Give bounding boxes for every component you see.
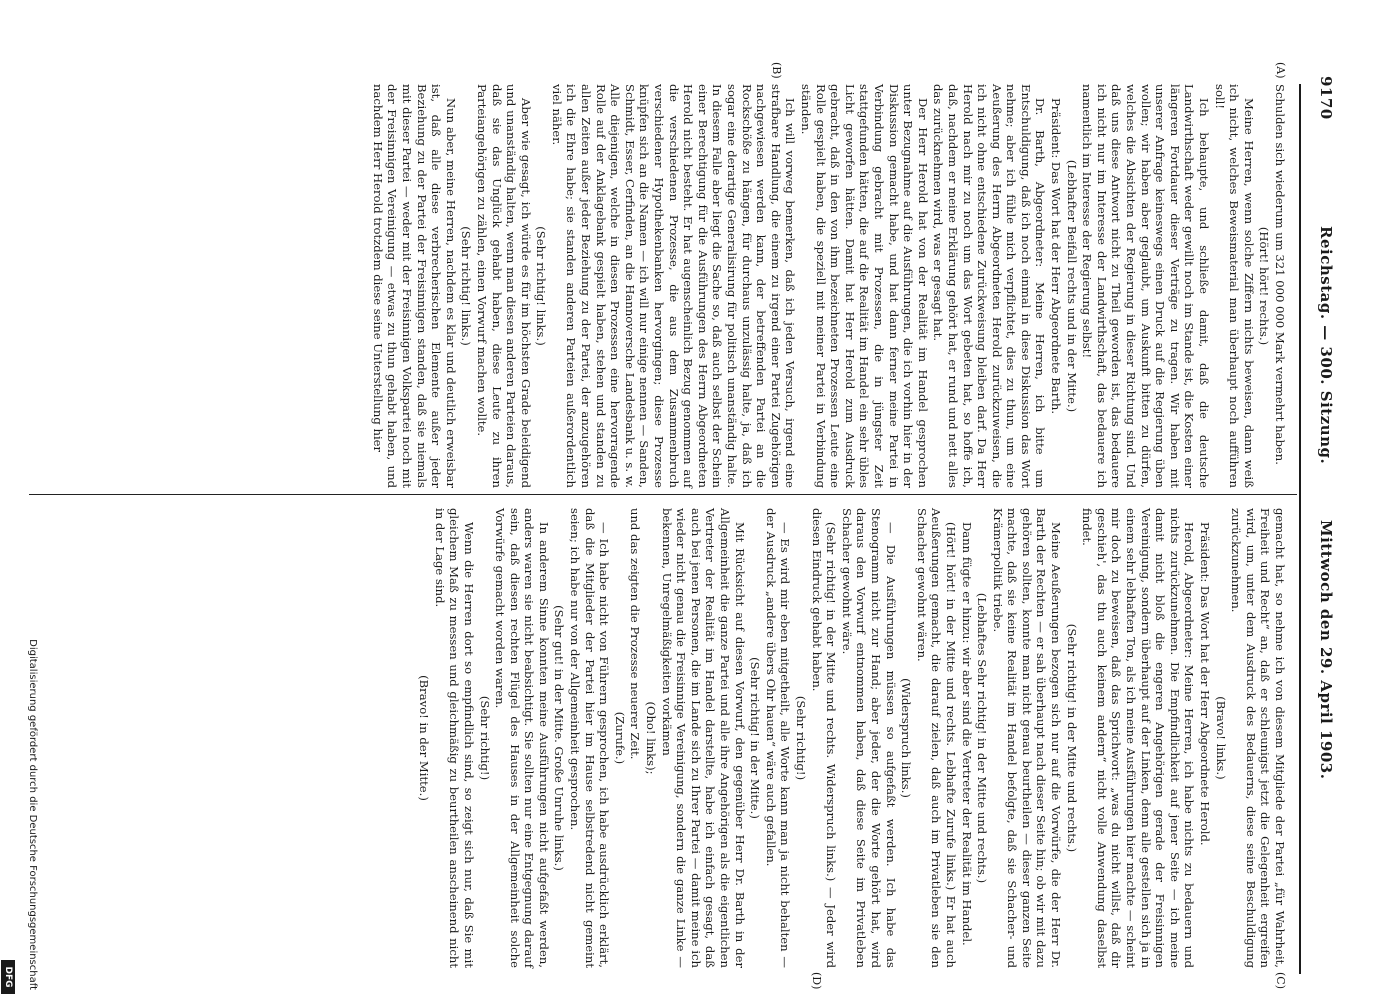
margin-mark-a: (A) [1274,62,1287,79]
interjection: (Sehr richtig!) [794,695,808,781]
margin-mark-d: (D) [810,972,823,990]
header-left-title: Reichstag. — 300. Sitzung. [1317,226,1335,465]
interjection: (Widerspruch links.) [899,678,914,798]
paragraph: Der Herr Herold hat von der Realität im Handel gesprochen unter Bezugnahme auf die Ausführungen, die ich vorhin hier in der Diskussion gemacht habe, und hat dann ferner meine Partei in Verbindung gebracht mit Prozessen, die in jüngster Zeit stattgefunden hätten, die auf die Realität im Handel ein sehr übles Licht geworfen hätten. Damit hat Herr Herold zum Ausdruck gebracht, daß in den von ihm bezeichneten Prozessen Leute eine Rolle gespielt haben, die speziell mit meiner Partei in Verbindung ständen. [799,84,930,488]
right-column [416,508,1287,968]
interjection: (Hört! hört! rechts.) [1257,226,1272,346]
paragraph: Dr. Barth, Abgeordneter: Meine Herren, ich bitte um Entschuldigung, daß ich noch einmal in diese Diskussion das Wort nehme; aber ich fühle mich verpflichtet, dies zu thun, um eine Aeußerung des Herrn Abgeordneten Herold zurückzuweisen, die ich nicht ohne entschiedene Zurückweisung bleiben darf. Da Herr Herold nach mir zu noch um das Wort gebeten hat, so hoffe ich, daß, nachdem er meine Erklärung gehört hat, er rund und nett alles das zurücknehmen wird, was er gesagt hat. [931,84,1048,488]
paragraph: (Hört! hört! in der Mitte und rechts. Lebhafte Zurufe links.) Er hat auch Aeußerungen gemacht, die darauf zielen, daß auch im Privatleben sie den Schacher gewohnt wären. [914,508,958,968]
paragraph: Meine Aeußerungen bezogen sich nur auf die Vorwürfe, die der Herr Dr. Barth der Rechten — er sah überhaupt nach dieser Seite hin; ob wir mit dazu gehören sollten, konnte man nicht genau beurtheilen — dieser ganzen Seite machte, daß sie keine Realität im Handel befolgte, daß sie Schacher- und Krämerpolitik triebe. [990,508,1064,968]
page-number: 9170 [1317,76,1335,120]
interjection: (Lebhafter Beifall rechts und in der Mitte.) [1064,159,1079,413]
interjection: (Oho! links); [644,701,659,775]
paragraph: Wenn die Herren dort so empfindlich sind, so zeigt sich nur, daß Sie mit gleichem Maß zu messen und gleichmäßig zu beurtheilen anscheinend nicht in der Lage sind. [432,508,476,968]
interjection: (Sehr richtig! in der Mitte.) [748,657,763,819]
interjection: (Bravo! in der Mitte.) [417,675,432,801]
interjection: (Sehr richtig! links.) [534,226,549,346]
paragraph: Präsident: Das Wort hat der Herr Abgeordnete Barth. [1049,98,1064,415]
paragraph: und das zeigten die Prozesse neuerer Zeit. [628,508,643,760]
left-column [369,84,1287,488]
paragraph: — Die Ausführungen müssen so aufgefaßt werden. Ich habe das Stenogramm nicht zur Hand; aber jeder, der die Worte gehört hat, wird daraus den Vorwurf entnommen haben, daß diese Seite im Privatleben Schacher gewohnt wäre. [839,508,898,968]
interjection: (Sehr richtig! links.) [459,226,474,346]
paragraph: Nun aber, meine Herren, nachdem es klar und deutlich erweisbar ist, daß alle diese verbrecherischen Elemente außer jeder Beziehung zu der Partei der Freisinnigen standen, daß sie niemals mit dieser Partei — weder mit der Freisinnigen Volkspartei noch mit der Freisinnigen Vereinigung — etwas zu thun gehabt haben, und nachdem Herr Herold trotzdem diese seine Unterstellung hier [370,84,458,488]
paragraph: Ich behaupte, und schließe damit, daß die deutsche Landwirthschaft weder gewillt noch im Stande ist, die Kosten einer längeren Fortdauer dieser Verträge zu tragen. Wir haben mit unserer Anfrage keineswegs einen Druck auf die Regierung üben wollen; wir haben aber geglaubt, um Auskunft bitten zu dürfen, welches die Absichten der Regierung in dieser Richtung sind. Und daß uns diese Antwort nicht zu Theil geworden ist, das bedauere ich nicht nur im Interesse der Landwirthschaft, das bedauere ich namentlich im Interesse der Regierung selbst! [1080,84,1212,488]
digitization-credit: Digitalisierung gefördert durch die Deutsche Forschungsgemeinschaft [27,639,38,990]
interjection: (Zurufe.) [612,711,627,765]
interjection: (Sehr richtig! in der Mitte und rechts.) [1064,623,1079,853]
header-right-title: Mittwoch den 29. April 1903. [1317,520,1335,780]
paragraph: Meine Herren, wenn solche Ziffern nichts beweisen, dann weiß ich nicht, welches Beweismaterial man überhaupt noch aufführen soll! [1212,84,1256,488]
paragraph: In anderem Sinne konnten meine Ausführungen nicht aufgefaßt werden, anders waren sie nicht beabsichtigt. Sie sollten nur eine Entgegnung darauf sein, daß diesen rechten Flügel des Hauses in der Allgemeinheit solche Vorwürfe gemacht worden waren. [493,508,551,968]
interjection: (Lebhaftes Sehr richtig! in der Mitte und rechts.) [975,592,990,884]
column-divider [29,494,1297,495]
paragraph: Aber wie gesagt, ich würde es für im höchsten Grade beleidigend und unanständig halten, wenn man diesen anderen Parteien daraus, daß sie das Unglück gehabt haben, diese Leute zu ihren Parteiangehörigen zu zählen, einen Vorwurf machen wollte. [474,84,533,488]
interjection: (Sehr richtig!) [477,695,492,781]
interjection: (Bravo! links.) [1213,696,1228,780]
dfg-logo: DFG [1,960,15,994]
margin-mark-c: (C) [1274,972,1287,989]
paragraph: — Ich habe nicht von Führern gesprochen, ich habe ausdrücklich erklärt, daß die Mitglieder der Partei hier im Hause selbstredend nicht gemeint seien; ich habe nur von der Allgemeinheit gesprochen. [568,508,612,968]
paragraph: Herold, Abgeordneter: Meine Herren, ich habe nichts zu bedauern und nichts zurückzunehmen. Die Empfindlichkeit auf jener Seite — ich meine damit nicht bloß die engeren Angehörigen gerade der Freisinnigen Vereinigung, sondern überhaupt auf der Linken, denn alle gestellen sich ja in einem sehr lebhaften Ton, als ich meine Ausführungen hier machte — scheint mir doch zu beweisen, daß das Sprichwort: „was du nicht willst, daß dir geschieh', das thu auch keinem andern“ nicht volle Anwendung daselbst findet. [1080,508,1197,968]
margin-mark-b: (B) [770,62,783,79]
header-rule [1299,84,1301,974]
paragraph: Schulden sich wiederum um 321 000 000 Mark vermehrt haben. [1273,84,1287,465]
paragraph: Mit Rücksicht auf diesen Vorwurf, den gegenüber Herr Dr. Barth in der Allgemeinheit die ganze Partei und alle ihre Angehörigen als die eigentlichen Vertreter der Realität im Handel darstellte, habe ich einfach gesagt, daß auch bei jenen Personen, die im Lande sich zu Ihrer Partei — damit meine ich wieder nicht genau die Freisinnige Vereinigung, sondern die ganze Linke — bekennen, Unregelmäßigkeiten vorkämen [659,508,747,968]
paragraph: — Es wird mir eben mitgetheilt, alle Worte kann man ja nicht behalten — der Ausdruck „andere übers Ohr hauen“ wäre auch gefallen. [763,508,793,968]
paragraph: (Sehr richtig! in der Mitte und rechts. Widerspruch links.) — Jeder wird diesen Eindruck gehabt haben. [809,508,839,968]
paragraph: Präsident: Das Wort hat der Herr Abgeordnete Herold. [1198,522,1213,846]
paragraph: Ich will vorweg bemerken, daß ich jeden Versuch, irgend eine strafbare Handlung, die einem zu irgend einer Partei Zugehörigen nachgewiesen werden kann, der betreffenden Partei an die Rockschöße zu hängen, für durchaus unzulässig halte, ja, daß ich sogar eine derartige Generalisirung für politisch unanständig halte. In diesem Falle aber liegt die Sache so, daß auch selbst der Schein einer Berechtigung für die Ausführungen des Herrn Abgeordneten Herold nicht besteht. Er hat augenscheinlich Bezug genommen auf die verschiedenen Prozesse, die aus dem Zusammenbruch verschiedener Hypothekenbanken hervorgingen; diese Prozesse knüpfen sich an die Namen — ich will nur einige nennen — Sanden, Schmidt, Esser, Cerfinden, an die Hannoversche Landesbank u. s. w. Alle diejenigen, welche in diesen Prozessen eine hervorragende Rolle auf der Anklagebank gespielt haben, stehen und standen zu allen Zeiten außer jeder Beziehung zu der Partei, der anzugehören ich die Ehre habe; sie standen anderen Parteien außerordentlich viel näher. [549,84,798,488]
interjection: (Sehr gut! in der Mitte. Große Unruhe links.) [552,605,567,871]
paragraph: gemacht hat, so nehme ich von diesem Mitgliede der Partei „für Wahrheit, Freiheit und Recht“ an, daß er schleunigst jetzt die Gelegenheit ergreifen wird, um, unter dem Ausdruck des Bedauerns, diese seine Beschuldigung zurückzunehmen. [1229,508,1287,968]
paragraph: Dann fügte er hinzu: wir aber sind die Vertreter der Realität im Handel. [959,522,974,946]
